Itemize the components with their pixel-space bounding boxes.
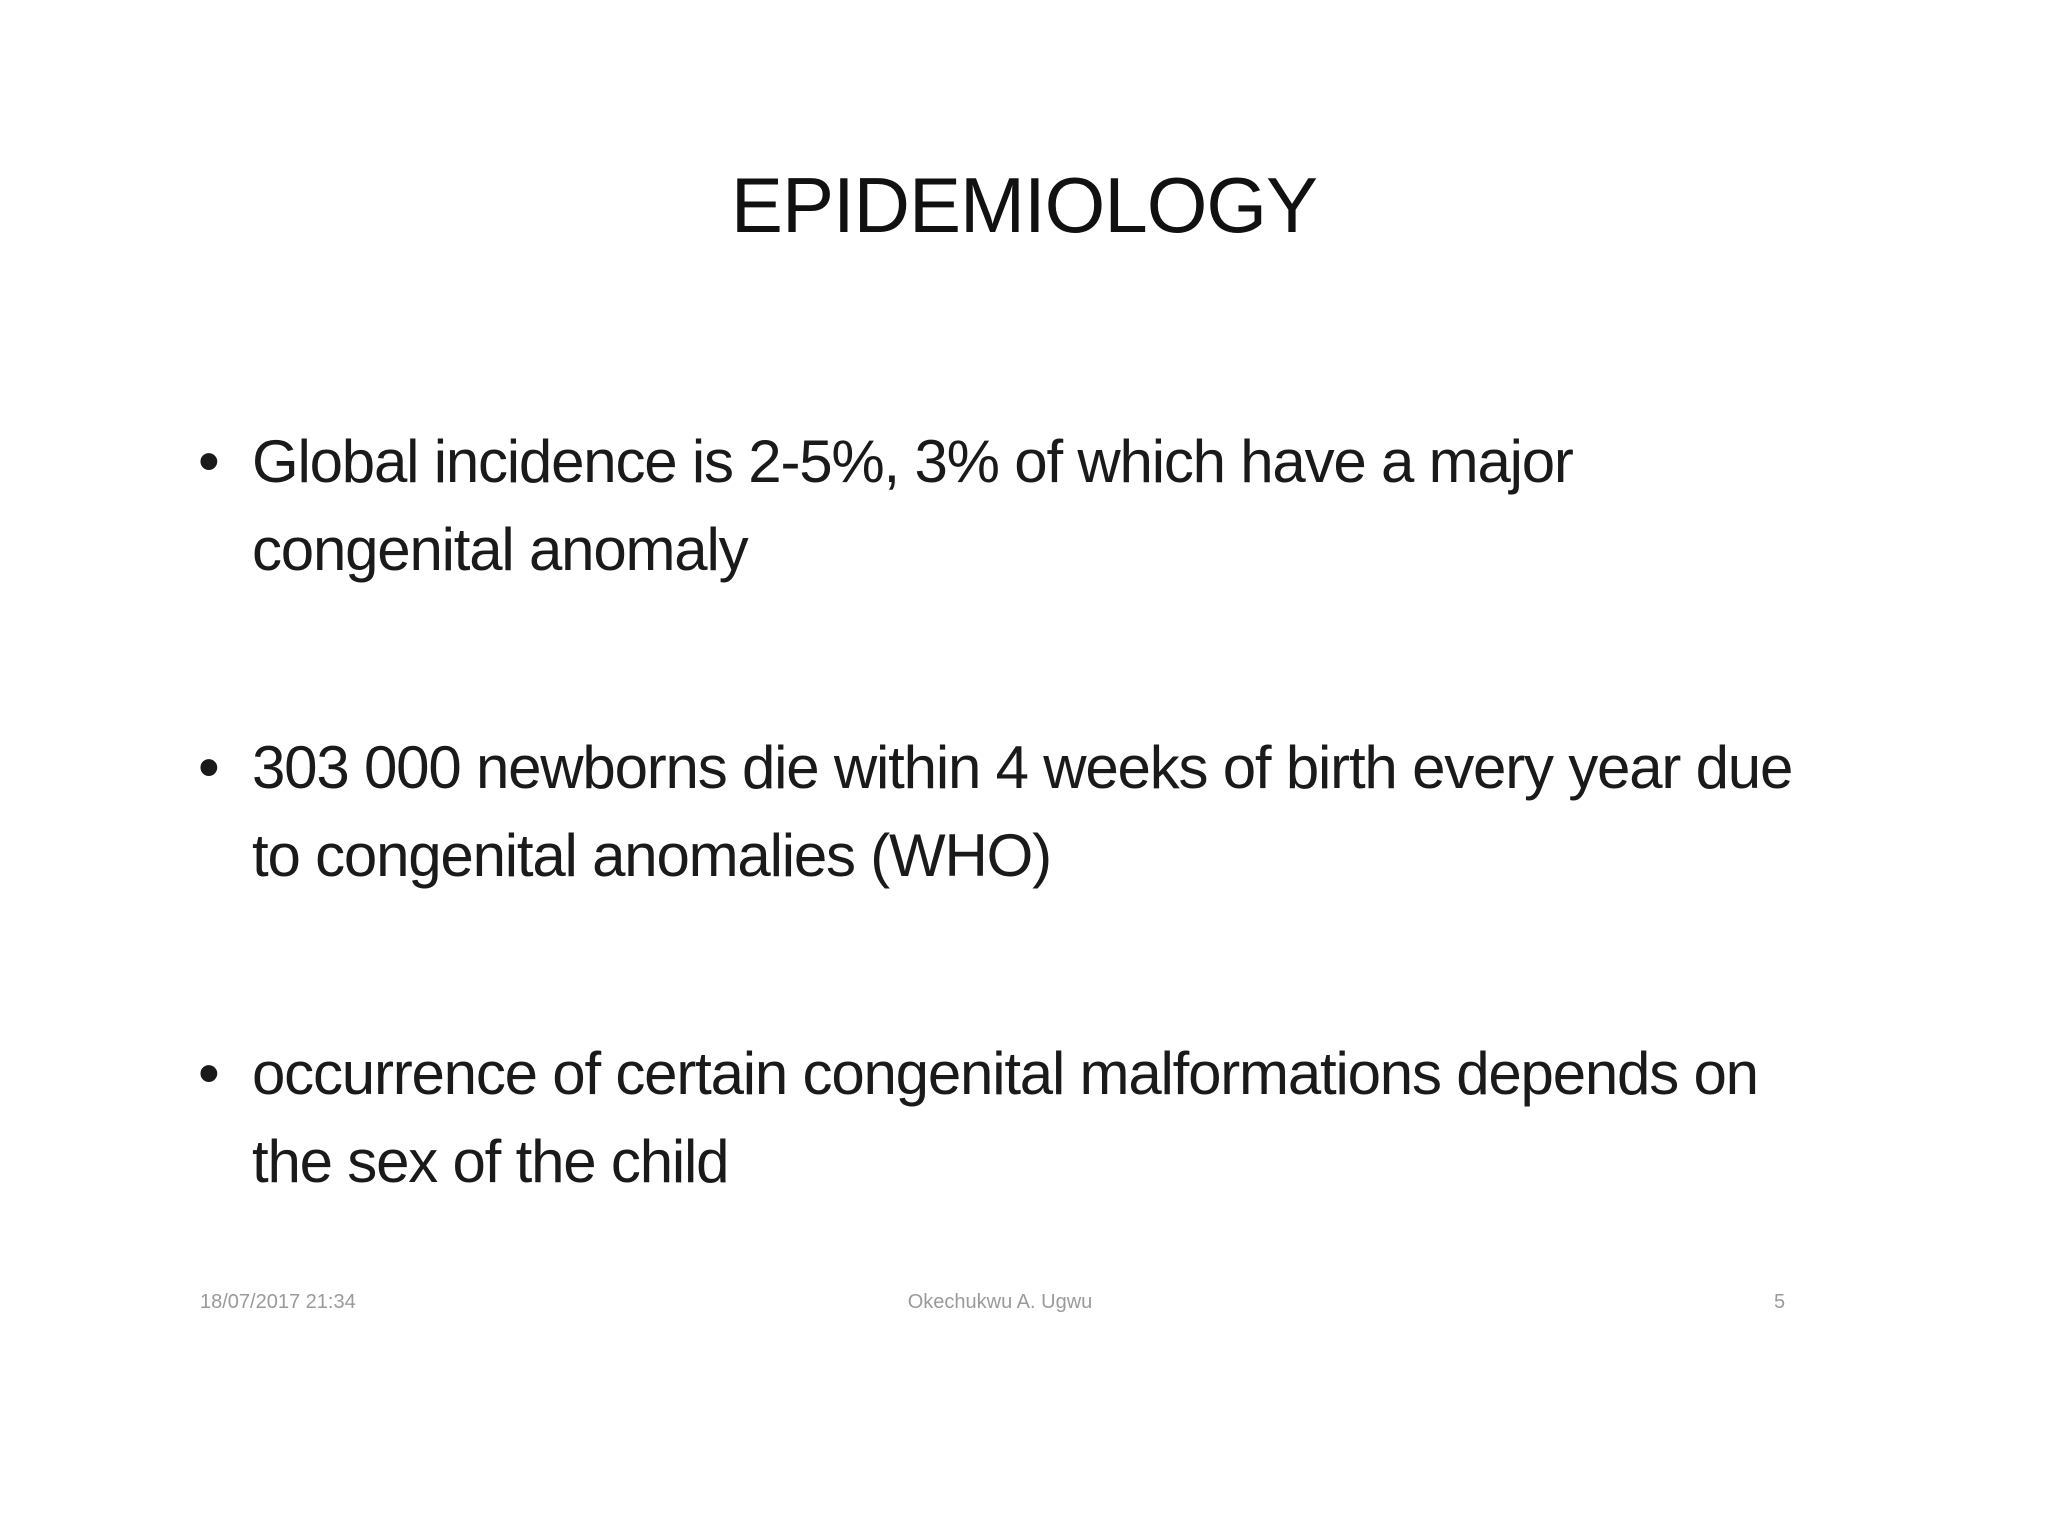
bullet-text: Global incidence is 2-5%, 3% of which have a major congenital anomaly bbox=[252, 428, 1573, 583]
slide-title: EPIDEMIOLOGY bbox=[730, 161, 1318, 249]
bullet-marker: • bbox=[198, 1039, 220, 1108]
bullet-text: occurrence of certain congenital malformations depends on the sex of the child bbox=[252, 1040, 1758, 1195]
footer-author: Okechukwu A. Ugwu bbox=[907, 1291, 1093, 1313]
bullet-text: 303 000 newborns die within 4 weeks of birth every year due to congenital anomalies (WHO) bbox=[252, 734, 1793, 889]
bullet-marker: • bbox=[198, 733, 220, 802]
footer-date: 18/07/2017 21:34 bbox=[200, 1291, 356, 1313]
footer-page-number: 5 bbox=[1774, 1291, 1786, 1313]
bullet-marker: • bbox=[198, 427, 220, 496]
